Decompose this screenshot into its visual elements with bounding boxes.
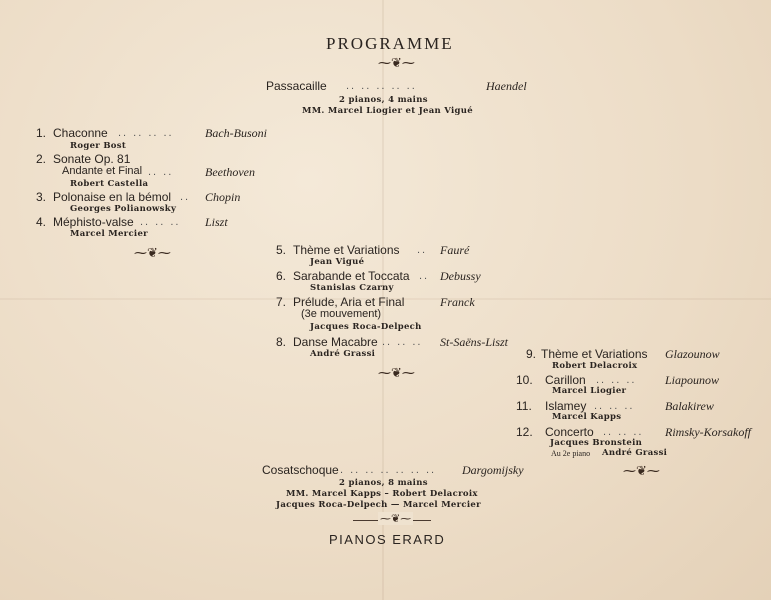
piece-title: Prélude, Aria et Final — [293, 295, 405, 309]
page-title: PROGRAMME — [326, 34, 454, 53]
opening-setting: 2 pianos, 4 mains — [339, 95, 428, 105]
piece-title: Islamey — [545, 399, 587, 413]
composer-name: Fauré — [440, 243, 470, 257]
composer-name: Liapounow — [665, 373, 720, 387]
piece-title: Chaconne — [53, 126, 108, 140]
closing-setting: 2 pianos, 8 mains — [339, 478, 428, 488]
item-number: 10. — [516, 373, 533, 387]
leader-dots: .. — [419, 270, 430, 282]
closing-performers-line2: Jacques Roca-Delpech — Marcel Mercier — [276, 500, 481, 510]
opening-piece: Passacaille — [266, 79, 327, 93]
performer-name: Marcel Liogier — [552, 386, 627, 396]
footer-brand: PIANOS ERARD — [329, 532, 446, 547]
item-number: 12. — [516, 425, 533, 439]
performer-name: Robert Castella — [70, 179, 149, 189]
ornament-divider: ⁓❦⁓ — [380, 513, 412, 525]
item-number: 1. — [36, 126, 47, 140]
piece-subtitle: Andante et Final — [62, 165, 143, 177]
composer-name: Liszt — [205, 215, 228, 229]
leader-dots: .. .. .. — [140, 216, 181, 228]
ornament-divider: ⁓❦⁓ — [623, 463, 660, 478]
leader-dots: .. .. .. — [603, 426, 644, 438]
leader-dots: .. .. .. — [596, 374, 637, 386]
item-number: 8. — [276, 335, 287, 349]
performer-name: Robert Delacroix — [552, 361, 638, 371]
performer-name: Marcel Mercier — [70, 229, 148, 239]
piece-title: Concerto — [545, 425, 594, 439]
opening-performers: MM. Marcel Liogier et Jean Vigué — [302, 106, 473, 116]
ornament-divider: ⁓❦⁓ — [378, 55, 415, 70]
performer-name: André Grassi — [310, 349, 376, 359]
composer-name: Debussy — [440, 269, 481, 283]
item-number: 2. — [36, 152, 47, 166]
performer-name: Jean Vigué — [310, 257, 365, 267]
piece-title: Sarabande et Toccata — [293, 269, 410, 283]
leader-dots: .. .. .. — [594, 400, 635, 412]
composer-name: Balakirew — [665, 399, 714, 413]
item-number: 11. — [516, 399, 532, 413]
composer-name: Glazounow — [665, 347, 720, 361]
performer-name: Jacques Roca-Delpech — [310, 322, 422, 332]
item-number: 9. — [526, 347, 537, 361]
composer-name: Rimsky-Korsakoff — [665, 425, 751, 439]
piece-title: Thème et Variations — [541, 347, 648, 361]
item-number: 4. — [36, 215, 47, 229]
closing-composer: Dargomijsky — [462, 463, 524, 477]
opening-composer: Haendel — [486, 79, 527, 93]
piece-title: Thème et Variations — [293, 243, 400, 257]
closing-performers-line1: MM. Marcel Kapps – Robert Delacroix — [286, 489, 478, 499]
item-number: 6. — [276, 269, 287, 283]
piece-title: Carillon — [545, 373, 586, 387]
leader-dots: .. — [180, 191, 191, 203]
second-piano-performer: André Grassi — [602, 448, 668, 458]
item-number: 7. — [276, 295, 287, 309]
ornament-divider: ⁓❦⁓ — [378, 365, 415, 380]
piece-title: Danse Macabre — [293, 335, 378, 349]
leader-dots: . .. .. .. .. .. .. — [340, 464, 437, 476]
second-piano-label: Au 2e piano — [551, 449, 591, 458]
performer-name: Marcel Kapps — [552, 412, 622, 422]
leader-dots: .. .. .. .. — [118, 127, 174, 139]
composer-name: Chopin — [205, 190, 241, 204]
piece-title: Polonaise en la bémol — [53, 190, 172, 204]
composer-name: Bach-Busoni — [205, 126, 267, 140]
leader-dots: .. .. — [148, 166, 174, 178]
leader-dots: .. .. .. .. .. — [346, 80, 417, 92]
closing-piece: Cosatschoque — [262, 463, 339, 477]
item-number: 5. — [276, 243, 287, 257]
ornament-divider: ⁓❦⁓ — [134, 245, 171, 260]
performer-name: Stanislas Czarny — [310, 283, 394, 293]
composer-name: Beethoven — [205, 165, 255, 179]
performer-name: Roger Bost — [70, 141, 127, 151]
leader-dots: .. .. .. — [382, 336, 423, 348]
leader-dots: .. — [417, 244, 428, 256]
piece-title: Sonate Op. 81 — [53, 152, 131, 166]
piece-subtitle: (3e mouvement) — [301, 308, 382, 320]
composer-name: Franck — [440, 295, 475, 309]
composer-name: St-Saëns-Liszt — [440, 335, 509, 349]
performer-name: Jacques Bronstein — [550, 438, 643, 448]
performer-name: Georges Polianowsky — [70, 204, 177, 214]
piece-title: Méphisto-valse — [53, 215, 134, 229]
item-number: 3. — [36, 190, 47, 204]
